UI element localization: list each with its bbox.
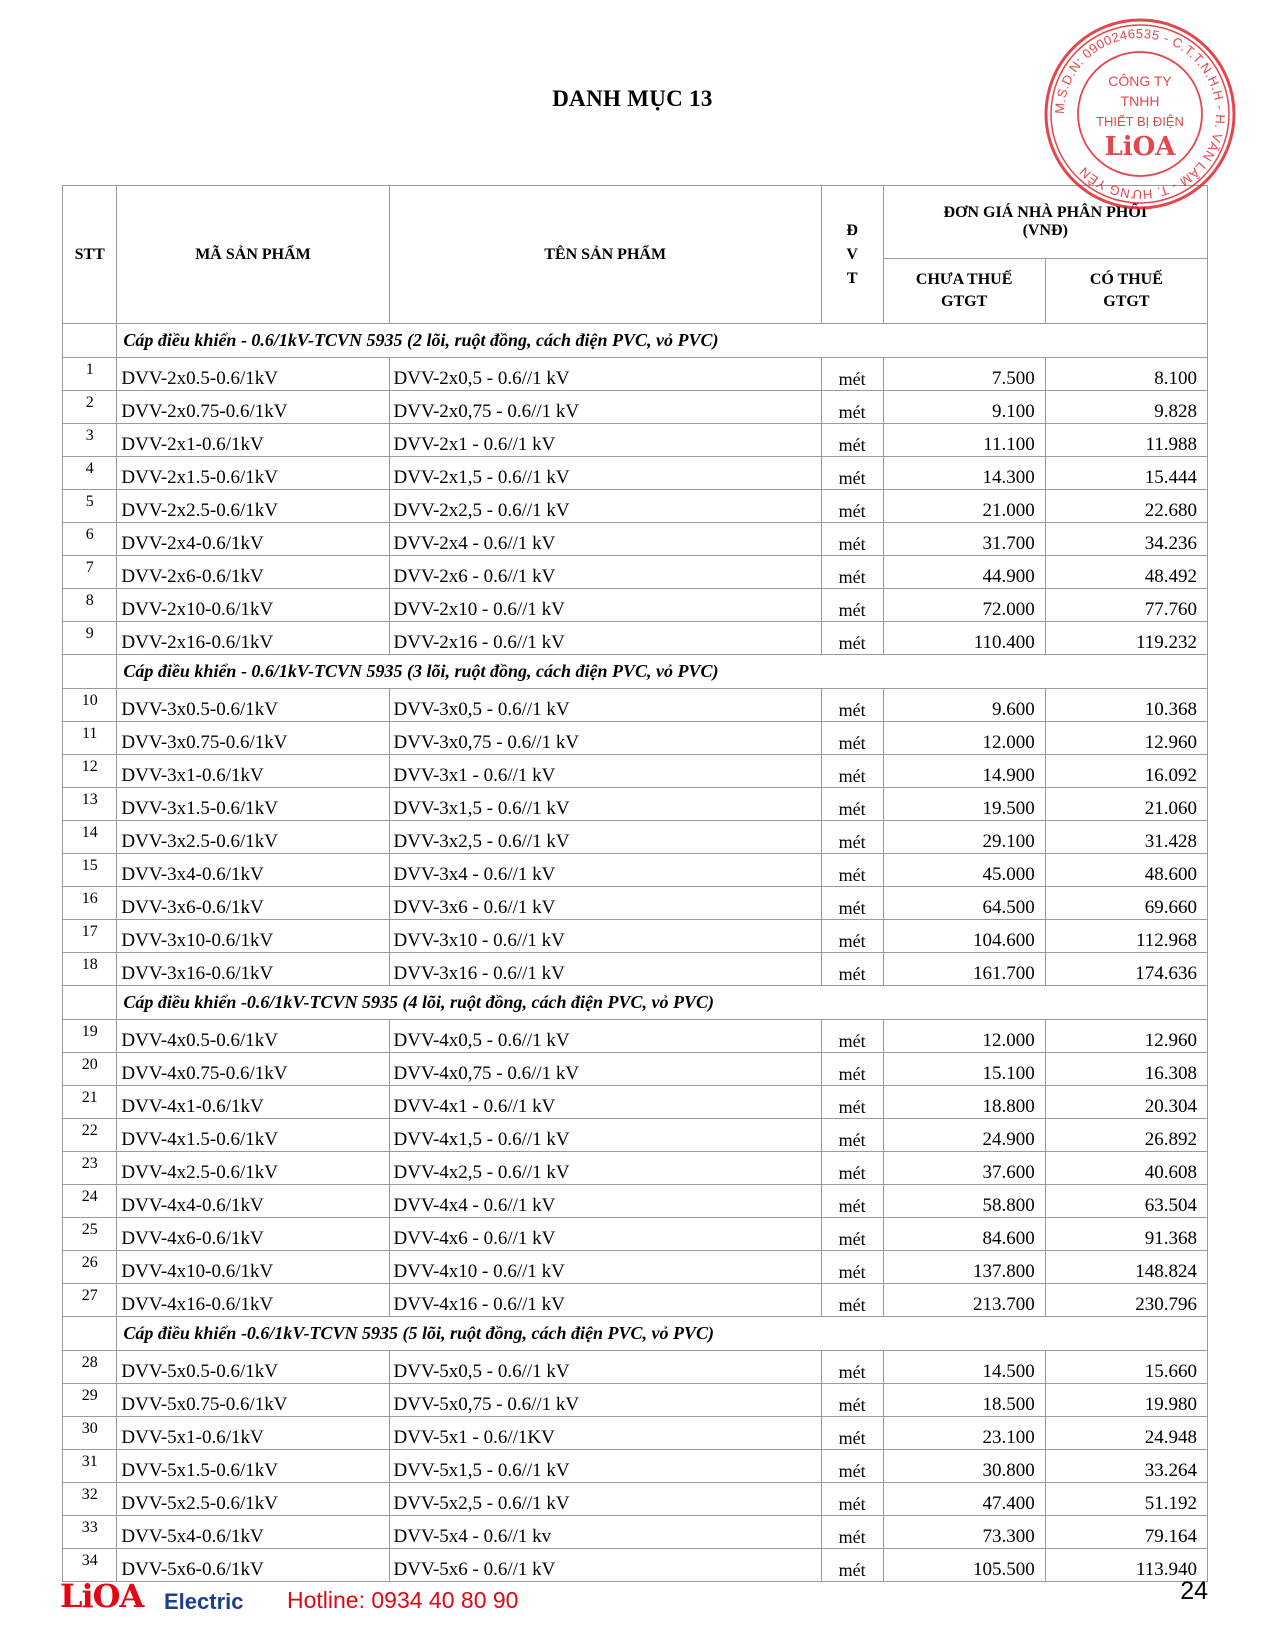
price-with-vat: 48.600 <box>1045 854 1207 887</box>
page-title-text: DANH MỤC 13 <box>552 86 713 111</box>
product-code: DVV-3x6-0.6/1kV <box>117 887 389 920</box>
page-number: 24 <box>1180 1577 1208 1605</box>
product-code: DVV-3x16-0.6/1kV <box>117 953 389 986</box>
logo-suffix: Electric <box>164 1589 244 1614</box>
product-name: DVV-4x6 - 0.6//1 kV <box>389 1218 821 1251</box>
product-name: DVV-4x1 - 0.6//1 kV <box>389 1086 821 1119</box>
product-name: DVV-2x0,5 - 0.6//1 kV <box>389 358 821 391</box>
row-stt: 33 <box>63 1516 117 1549</box>
price-no-vat: 110.400 <box>883 622 1045 655</box>
table-row <box>63 689 1208 722</box>
row-stt: 12 <box>63 755 117 788</box>
price-no-vat: 11.100 <box>883 424 1045 457</box>
row-stt: 25 <box>63 1218 117 1251</box>
unit-cell: mét <box>821 391 883 424</box>
price-no-vat: 29.100 <box>883 821 1045 854</box>
product-name: DVV-3x2,5 - 0.6//1 kV <box>389 821 821 854</box>
row-stt: 17 <box>63 920 117 953</box>
table-row <box>63 953 1208 986</box>
unit-cell: mét <box>821 358 883 391</box>
unit-cell: mét <box>821 1185 883 1218</box>
product-name: DVV-3x1,5 - 0.6//1 kV <box>389 788 821 821</box>
unit-cell: mét <box>821 887 883 920</box>
price-no-vat: 12.000 <box>883 1020 1045 1053</box>
row-stt: 28 <box>63 1351 117 1384</box>
table-row <box>63 1384 1208 1417</box>
header-unit-letter: V <box>846 245 858 263</box>
price-no-vat: 58.800 <box>883 1185 1045 1218</box>
header-price-with-vat <box>1045 259 1207 324</box>
unit-cell: mét <box>821 1251 883 1284</box>
price-with-vat: 11.988 <box>1045 424 1207 457</box>
row-stt: 6 <box>63 523 117 556</box>
header-price-no-vat <box>883 259 1045 324</box>
table-row <box>63 1020 1208 1053</box>
product-name: DVV-3x6 - 0.6//1 kV <box>389 887 821 920</box>
product-code: DVV-4x1.5-0.6/1kV <box>117 1119 389 1152</box>
table-row <box>63 589 1208 622</box>
price-no-vat: 31.700 <box>883 523 1045 556</box>
table-row <box>63 391 1208 424</box>
product-name: DVV-3x0,75 - 0.6//1 kV <box>389 722 821 755</box>
row-stt: 24 <box>63 1185 117 1218</box>
product-name: DVV-5x2,5 - 0.6//1 kV <box>389 1483 821 1516</box>
product-name: DVV-2x1 - 0.6//1 kV <box>389 424 821 457</box>
product-name: DVV-4x0,5 - 0.6//1 kV <box>389 1020 821 1053</box>
price-no-vat: 19.500 <box>883 788 1045 821</box>
product-code: DVV-3x1-0.6/1kV <box>117 755 389 788</box>
product-code: DVV-2x2.5-0.6/1kV <box>117 490 389 523</box>
lioa-logo: LiOA <box>60 1577 144 1615</box>
row-stt: 5 <box>63 490 117 523</box>
header-unit-letter: Đ <box>846 221 858 239</box>
product-code: DVV-4x4-0.6/1kV <box>117 1185 389 1218</box>
price-with-vat: 51.192 <box>1045 1483 1207 1516</box>
unit-cell: mét <box>821 424 883 457</box>
table-row <box>63 1119 1208 1152</box>
price-with-vat: 26.892 <box>1045 1119 1207 1152</box>
product-code: DVV-2x4-0.6/1kV <box>117 523 389 556</box>
row-stt: 11 <box>63 722 117 755</box>
table-row <box>63 457 1208 490</box>
price-no-vat: 72.000 <box>883 589 1045 622</box>
header-product-name: TÊN SẢN PHẨM <box>389 186 821 324</box>
product-code: DVV-3x1.5-0.6/1kV <box>117 788 389 821</box>
product-code: DVV-2x0.5-0.6/1kV <box>117 358 389 391</box>
unit-cell: mét <box>821 920 883 953</box>
price-no-vat: 105.500 <box>883 1549 1045 1582</box>
price-no-vat: 104.600 <box>883 920 1045 953</box>
product-name: DVV-4x4 - 0.6//1 kV <box>389 1185 821 1218</box>
section-stt-cell <box>63 1317 117 1351</box>
row-stt: 18 <box>63 953 117 986</box>
unit-cell: mét <box>821 788 883 821</box>
header-unit <box>821 186 883 324</box>
product-code: DVV-4x10-0.6/1kV <box>117 1251 389 1284</box>
table-row <box>63 722 1208 755</box>
unit-cell: mét <box>821 722 883 755</box>
table-row <box>63 1284 1208 1317</box>
row-stt: 3 <box>63 424 117 457</box>
table-row <box>63 788 1208 821</box>
hotline-text: Hotline: 0934 40 80 90 <box>287 1587 519 1613</box>
price-no-vat: 64.500 <box>883 887 1045 920</box>
product-name: DVV-2x0,75 - 0.6//1 kV <box>389 391 821 424</box>
header-price-with-vat-line2: GTGT <box>1103 293 1150 310</box>
section-stt-cell <box>63 324 117 358</box>
price-no-vat: 14.900 <box>883 755 1045 788</box>
price-table <box>62 185 1208 1582</box>
product-code: DVV-3x0.75-0.6/1kV <box>117 722 389 755</box>
product-name: DVV-4x16 - 0.6//1 kV <box>389 1284 821 1317</box>
table-row <box>63 523 1208 556</box>
unit-cell: mét <box>821 1351 883 1384</box>
row-stt: 31 <box>63 1450 117 1483</box>
product-name: DVV-4x1,5 - 0.6//1 kV <box>389 1119 821 1152</box>
product-code: DVV-4x2.5-0.6/1kV <box>117 1152 389 1185</box>
header-product-code: MÃ SẢN PHẨM <box>117 186 389 324</box>
unit-cell: mét <box>821 1549 883 1582</box>
row-stt: 19 <box>63 1020 117 1053</box>
table-row <box>63 1152 1208 1185</box>
product-name: DVV-3x1 - 0.6//1 kV <box>389 755 821 788</box>
unit-cell: mét <box>821 457 883 490</box>
price-with-vat: 16.092 <box>1045 755 1207 788</box>
section-title: Cáp điều khiển -0.6/1kV-TCVN 5935 (5 lõi, ruột đồng, cách điện PVC, vỏ PVC) <box>117 1317 1208 1351</box>
table-row <box>63 1417 1208 1450</box>
header-stt: STT <box>63 186 117 324</box>
unit-cell: mét <box>821 755 883 788</box>
section-stt-cell <box>63 986 117 1020</box>
header-unit-letter: T <box>846 269 858 287</box>
table-row <box>63 1483 1208 1516</box>
unit-cell: mét <box>821 1450 883 1483</box>
price-no-vat: 24.900 <box>883 1119 1045 1152</box>
product-name: DVV-5x1,5 - 0.6//1 kV <box>389 1450 821 1483</box>
price-with-vat: 19.980 <box>1045 1384 1207 1417</box>
table-row <box>63 755 1208 788</box>
section-header-row <box>63 1317 1208 1351</box>
section-header-row <box>63 655 1208 689</box>
price-no-vat: 12.000 <box>883 722 1045 755</box>
unit-cell: mét <box>821 1417 883 1450</box>
row-stt: 20 <box>63 1053 117 1086</box>
product-code: DVV-5x0.75-0.6/1kV <box>117 1384 389 1417</box>
price-no-vat: 213.700 <box>883 1284 1045 1317</box>
unit-cell: mét <box>821 1152 883 1185</box>
price-with-vat: 10.368 <box>1045 689 1207 722</box>
unit-cell: mét <box>821 1053 883 1086</box>
stamp-ring-text: M.S.D.N: 0900246535 - C.T.T.N.H.H - H. VĂN LÂM - T. HƯNG YÊN <box>1051 25 1229 203</box>
company-stamp <box>1040 14 1240 214</box>
row-stt: 29 <box>63 1384 117 1417</box>
stamp-line2: TNHH <box>1120 93 1160 109</box>
table-row <box>63 490 1208 523</box>
header-price-with-vat-line1: CÓ THUẾ <box>1089 271 1163 288</box>
table-row <box>63 920 1208 953</box>
price-with-vat: 24.948 <box>1045 1417 1207 1450</box>
product-code: DVV-5x0.5-0.6/1kV <box>117 1351 389 1384</box>
price-with-vat: 22.680 <box>1045 490 1207 523</box>
unit-cell: mét <box>821 1284 883 1317</box>
product-name: DVV-3x4 - 0.6//1 kV <box>389 854 821 887</box>
price-with-vat: 16.308 <box>1045 1053 1207 1086</box>
price-with-vat: 48.492 <box>1045 556 1207 589</box>
product-code: DVV-5x1.5-0.6/1kV <box>117 1450 389 1483</box>
price-no-vat: 18.500 <box>883 1384 1045 1417</box>
price-no-vat: 137.800 <box>883 1251 1045 1284</box>
product-code: DVV-3x10-0.6/1kV <box>117 920 389 953</box>
price-with-vat: 230.796 <box>1045 1284 1207 1317</box>
price-with-vat: 12.960 <box>1045 722 1207 755</box>
section-stt-cell <box>63 655 117 689</box>
header-price-group-line1: ĐƠN GIÁ NHÀ PHÂN PHỐI <box>943 204 1148 221</box>
unit-cell: mét <box>821 523 883 556</box>
product-name: DVV-2x10 - 0.6//1 kV <box>389 589 821 622</box>
footer <box>60 1577 1220 1617</box>
price-no-vat: 47.400 <box>883 1483 1045 1516</box>
section-title: Cáp điều khiển - 0.6/1kV-TCVN 5935 (3 lõi, ruột đồng, cách điện PVC, vỏ PVC) <box>117 655 1208 689</box>
product-name: DVV-5x1 - 0.6//1KV <box>389 1417 821 1450</box>
price-with-vat: 33.264 <box>1045 1450 1207 1483</box>
price-with-vat: 148.824 <box>1045 1251 1207 1284</box>
row-stt: 30 <box>63 1417 117 1450</box>
product-code: DVV-5x6-0.6/1kV <box>117 1549 389 1582</box>
product-code: DVV-3x4-0.6/1kV <box>117 854 389 887</box>
price-no-vat: 9.600 <box>883 689 1045 722</box>
product-name: DVV-3x16 - 0.6//1 kV <box>389 953 821 986</box>
unit-cell: mét <box>821 953 883 986</box>
product-name: DVV-2x2,5 - 0.6//1 kV <box>389 490 821 523</box>
table-row <box>63 622 1208 655</box>
price-with-vat: 15.660 <box>1045 1351 1207 1384</box>
price-with-vat: 34.236 <box>1045 523 1207 556</box>
header-price-no-vat-line2: GTGT <box>941 293 988 310</box>
stamp-seal-icon <box>1040 14 1240 214</box>
section-title: Cáp điều khiển - 0.6/1kV-TCVN 5935 (2 lõi, ruột đồng, cách điện PVC, vỏ PVC) <box>117 324 1208 358</box>
price-no-vat: 9.100 <box>883 391 1045 424</box>
unit-cell: mét <box>821 1384 883 1417</box>
product-code: DVV-4x0.75-0.6/1kV <box>117 1053 389 1086</box>
row-stt: 4 <box>63 457 117 490</box>
product-code: DVV-2x6-0.6/1kV <box>117 556 389 589</box>
unit-cell: mét <box>821 490 883 523</box>
row-stt: 22 <box>63 1119 117 1152</box>
product-name: DVV-5x6 - 0.6//1 kV <box>389 1549 821 1582</box>
product-name: DVV-5x4 - 0.6//1 kv <box>389 1516 821 1549</box>
table-body <box>63 324 1208 1582</box>
price-with-vat: 40.608 <box>1045 1152 1207 1185</box>
product-name: DVV-5x0,75 - 0.6//1 kV <box>389 1384 821 1417</box>
product-code: DVV-5x2.5-0.6/1kV <box>117 1483 389 1516</box>
stamp-line3: THIẾT BỊ ĐIỆN <box>1096 114 1184 129</box>
unit-cell: mét <box>821 1483 883 1516</box>
product-code: DVV-4x1-0.6/1kV <box>117 1086 389 1119</box>
table-row <box>63 1251 1208 1284</box>
table-row <box>63 1053 1208 1086</box>
stamp-brand: LiOA <box>1104 132 1176 162</box>
price-with-vat: 15.444 <box>1045 457 1207 490</box>
product-name: DVV-2x16 - 0.6//1 kV <box>389 622 821 655</box>
price-with-vat: 12.960 <box>1045 1020 1207 1053</box>
product-code: DVV-3x0.5-0.6/1kV <box>117 689 389 722</box>
row-stt: 34 <box>63 1549 117 1582</box>
unit-cell: mét <box>821 589 883 622</box>
price-no-vat: 15.100 <box>883 1053 1045 1086</box>
unit-cell: mét <box>821 1020 883 1053</box>
price-no-vat: 73.300 <box>883 1516 1045 1549</box>
section-header-row <box>63 324 1208 358</box>
row-stt: 8 <box>63 589 117 622</box>
table-row <box>63 424 1208 457</box>
price-with-vat: 91.368 <box>1045 1218 1207 1251</box>
table-row <box>63 854 1208 887</box>
table-row <box>63 1218 1208 1251</box>
row-stt: 9 <box>63 622 117 655</box>
unit-cell: mét <box>821 689 883 722</box>
price-no-vat: 44.900 <box>883 556 1045 589</box>
price-with-vat: 112.968 <box>1045 920 1207 953</box>
price-with-vat: 8.100 <box>1045 358 1207 391</box>
unit-cell: mét <box>821 1218 883 1251</box>
price-no-vat: 30.800 <box>883 1450 1045 1483</box>
price-with-vat: 113.940 <box>1045 1549 1207 1582</box>
row-stt: 14 <box>63 821 117 854</box>
table-row <box>63 887 1208 920</box>
row-stt: 2 <box>63 391 117 424</box>
unit-cell: mét <box>821 1119 883 1152</box>
row-stt: 32 <box>63 1483 117 1516</box>
price-no-vat: 84.600 <box>883 1218 1045 1251</box>
product-name: DVV-3x10 - 0.6//1 kV <box>389 920 821 953</box>
product-code: DVV-5x4-0.6/1kV <box>117 1516 389 1549</box>
product-code: DVV-2x1.5-0.6/1kV <box>117 457 389 490</box>
row-stt: 7 <box>63 556 117 589</box>
header-price-no-vat-line1: CHƯA THUẾ <box>915 271 1013 288</box>
price-with-vat: 119.232 <box>1045 622 1207 655</box>
price-no-vat: 161.700 <box>883 953 1045 986</box>
product-name: DVV-4x10 - 0.6//1 kV <box>389 1251 821 1284</box>
price-no-vat: 14.300 <box>883 457 1045 490</box>
product-name: DVV-2x1,5 - 0.6//1 kV <box>389 457 821 490</box>
table-row <box>63 1185 1208 1218</box>
row-stt: 1 <box>63 358 117 391</box>
price-no-vat: 14.500 <box>883 1351 1045 1384</box>
price-with-vat: 174.636 <box>1045 953 1207 986</box>
product-code: DVV-4x0.5-0.6/1kV <box>117 1020 389 1053</box>
product-code: DVV-3x2.5-0.6/1kV <box>117 821 389 854</box>
section-title: Cáp điều khiển -0.6/1kV-TCVN 5935 (4 lõi, ruột đồng, cách điện PVC, vỏ PVC) <box>117 986 1208 1020</box>
row-stt: 15 <box>63 854 117 887</box>
price-with-vat: 31.428 <box>1045 821 1207 854</box>
product-name: DVV-3x0,5 - 0.6//1 kV <box>389 689 821 722</box>
table-row <box>63 1086 1208 1119</box>
price-with-vat: 9.828 <box>1045 391 1207 424</box>
row-stt: 16 <box>63 887 117 920</box>
price-no-vat: 21.000 <box>883 490 1045 523</box>
table-row <box>63 821 1208 854</box>
header-price-group-line2: (VNĐ) <box>1022 222 1068 239</box>
product-code: DVV-2x1-0.6/1kV <box>117 424 389 457</box>
unit-cell: mét <box>821 854 883 887</box>
unit-cell: mét <box>821 1516 883 1549</box>
product-code: DVV-2x0.75-0.6/1kV <box>117 391 389 424</box>
price-no-vat: 37.600 <box>883 1152 1045 1185</box>
price-with-vat: 79.164 <box>1045 1516 1207 1549</box>
row-stt: 27 <box>63 1284 117 1317</box>
table-row <box>63 1450 1208 1483</box>
price-with-vat: 63.504 <box>1045 1185 1207 1218</box>
section-header-row <box>63 986 1208 1020</box>
product-name: DVV-2x6 - 0.6//1 kV <box>389 556 821 589</box>
price-no-vat: 45.000 <box>883 854 1045 887</box>
unit-cell: mét <box>821 622 883 655</box>
price-no-vat: 18.800 <box>883 1086 1045 1119</box>
product-code: DVV-4x16-0.6/1kV <box>117 1284 389 1317</box>
product-code: DVV-5x1-0.6/1kV <box>117 1417 389 1450</box>
price-no-vat: 23.100 <box>883 1417 1045 1450</box>
price-with-vat: 21.060 <box>1045 788 1207 821</box>
table-row <box>63 556 1208 589</box>
product-name: DVV-4x0,75 - 0.6//1 kV <box>389 1053 821 1086</box>
row-stt: 10 <box>63 689 117 722</box>
product-name: DVV-5x0,5 - 0.6//1 kV <box>389 1351 821 1384</box>
product-name: DVV-2x4 - 0.6//1 kV <box>389 523 821 556</box>
table-row <box>63 1351 1208 1384</box>
table-row <box>63 358 1208 391</box>
table-row <box>63 1516 1208 1549</box>
price-with-vat: 77.760 <box>1045 589 1207 622</box>
product-code: DVV-4x6-0.6/1kV <box>117 1218 389 1251</box>
row-stt: 23 <box>63 1152 117 1185</box>
unit-cell: mét <box>821 556 883 589</box>
unit-cell: mét <box>821 821 883 854</box>
product-code: DVV-2x10-0.6/1kV <box>117 589 389 622</box>
product-code: DVV-2x16-0.6/1kV <box>117 622 389 655</box>
product-name: DVV-4x2,5 - 0.6//1 kV <box>389 1152 821 1185</box>
price-with-vat: 69.660 <box>1045 887 1207 920</box>
price-with-vat: 20.304 <box>1045 1086 1207 1119</box>
row-stt: 26 <box>63 1251 117 1284</box>
row-stt: 13 <box>63 788 117 821</box>
stamp-line1: CÔNG TY <box>1108 73 1172 89</box>
price-no-vat: 7.500 <box>883 358 1045 391</box>
unit-cell: mét <box>821 1086 883 1119</box>
row-stt: 21 <box>63 1086 117 1119</box>
